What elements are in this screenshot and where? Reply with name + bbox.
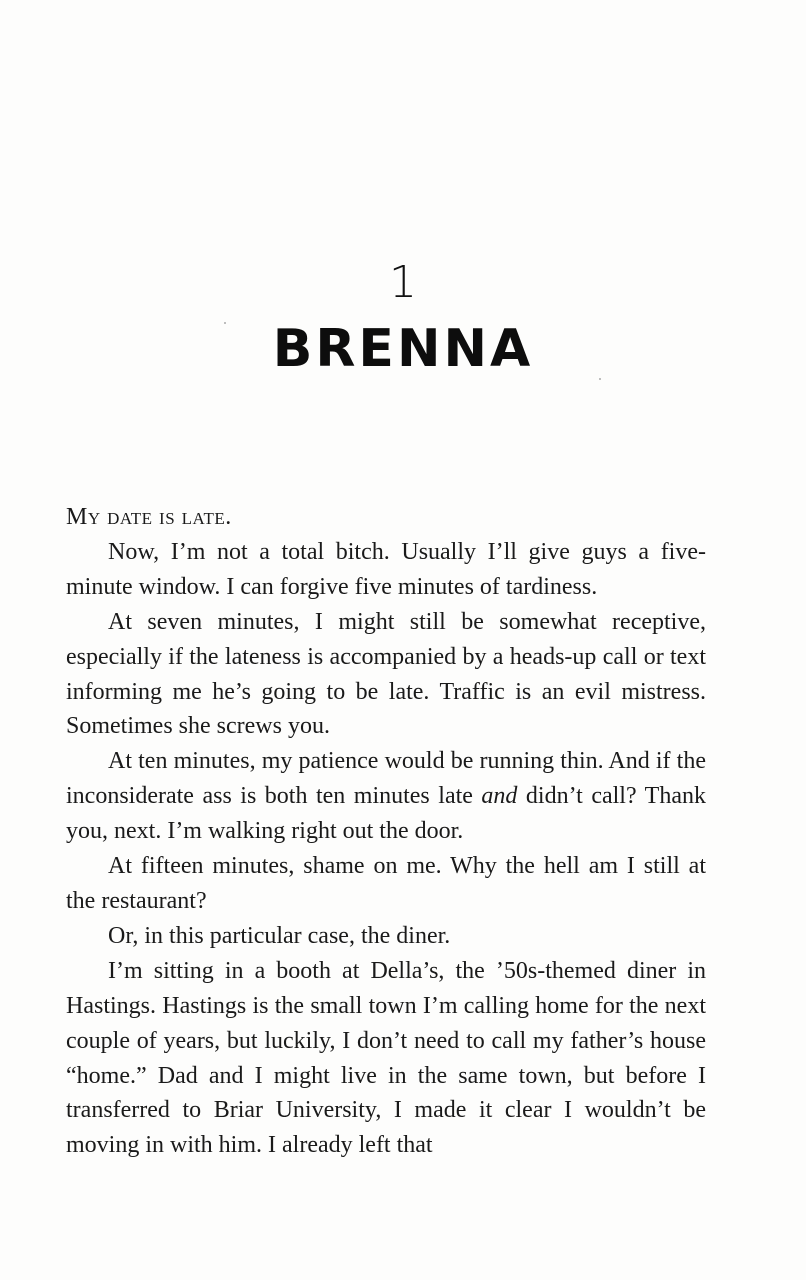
paragraph: I’m sitting in a booth at Della’s, the ’50s-themed diner in Hastings. Hastings is the small town I’m calling home for the next couple of years, but luckily, I don’t need to call my father’s house “home.” Dad and I might live in the same town, but before I transferred to Briar University, I made it clear I wouldn’t be moving in with him. I already left that (66, 957, 706, 1159)
opening-line: My date is late. (66, 504, 232, 530)
paper-speck (224, 322, 226, 324)
chapter-title: BRENNA (272, 319, 534, 379)
paragraph: At seven minutes, I might still be somewhat receptive, especially if the lateness is accompanied by a heads-up call or text informing me he’s going to be late. Traffic is an evil mistress. Sometimes she screws you. (66, 608, 706, 740)
paper-speck (599, 378, 601, 380)
paragraph-text: At ten minutes, my patience would be running thin. And if the inconsiderate ass is both ten minutes late (66, 748, 706, 810)
chapter-body (66, 500, 706, 1163)
paragraph-text: didn’t call? Thank you, next. I’m walking right out the door. (66, 783, 706, 845)
chapter-number: 1 (389, 257, 417, 308)
paragraph (66, 744, 706, 849)
opening-paragraph (66, 500, 706, 535)
paragraph: Or, in this particular case, the diner. (108, 922, 451, 949)
emphasis-text: and (481, 783, 518, 810)
paragraph: At fifteen minutes, shame on me. Why the hell am I still at the restaurant? (66, 853, 706, 914)
paragraph: Now, I’m not a total bitch. Usually I’ll give guys a five-minute window. I can forgive five minutes of tardiness. (66, 538, 706, 600)
